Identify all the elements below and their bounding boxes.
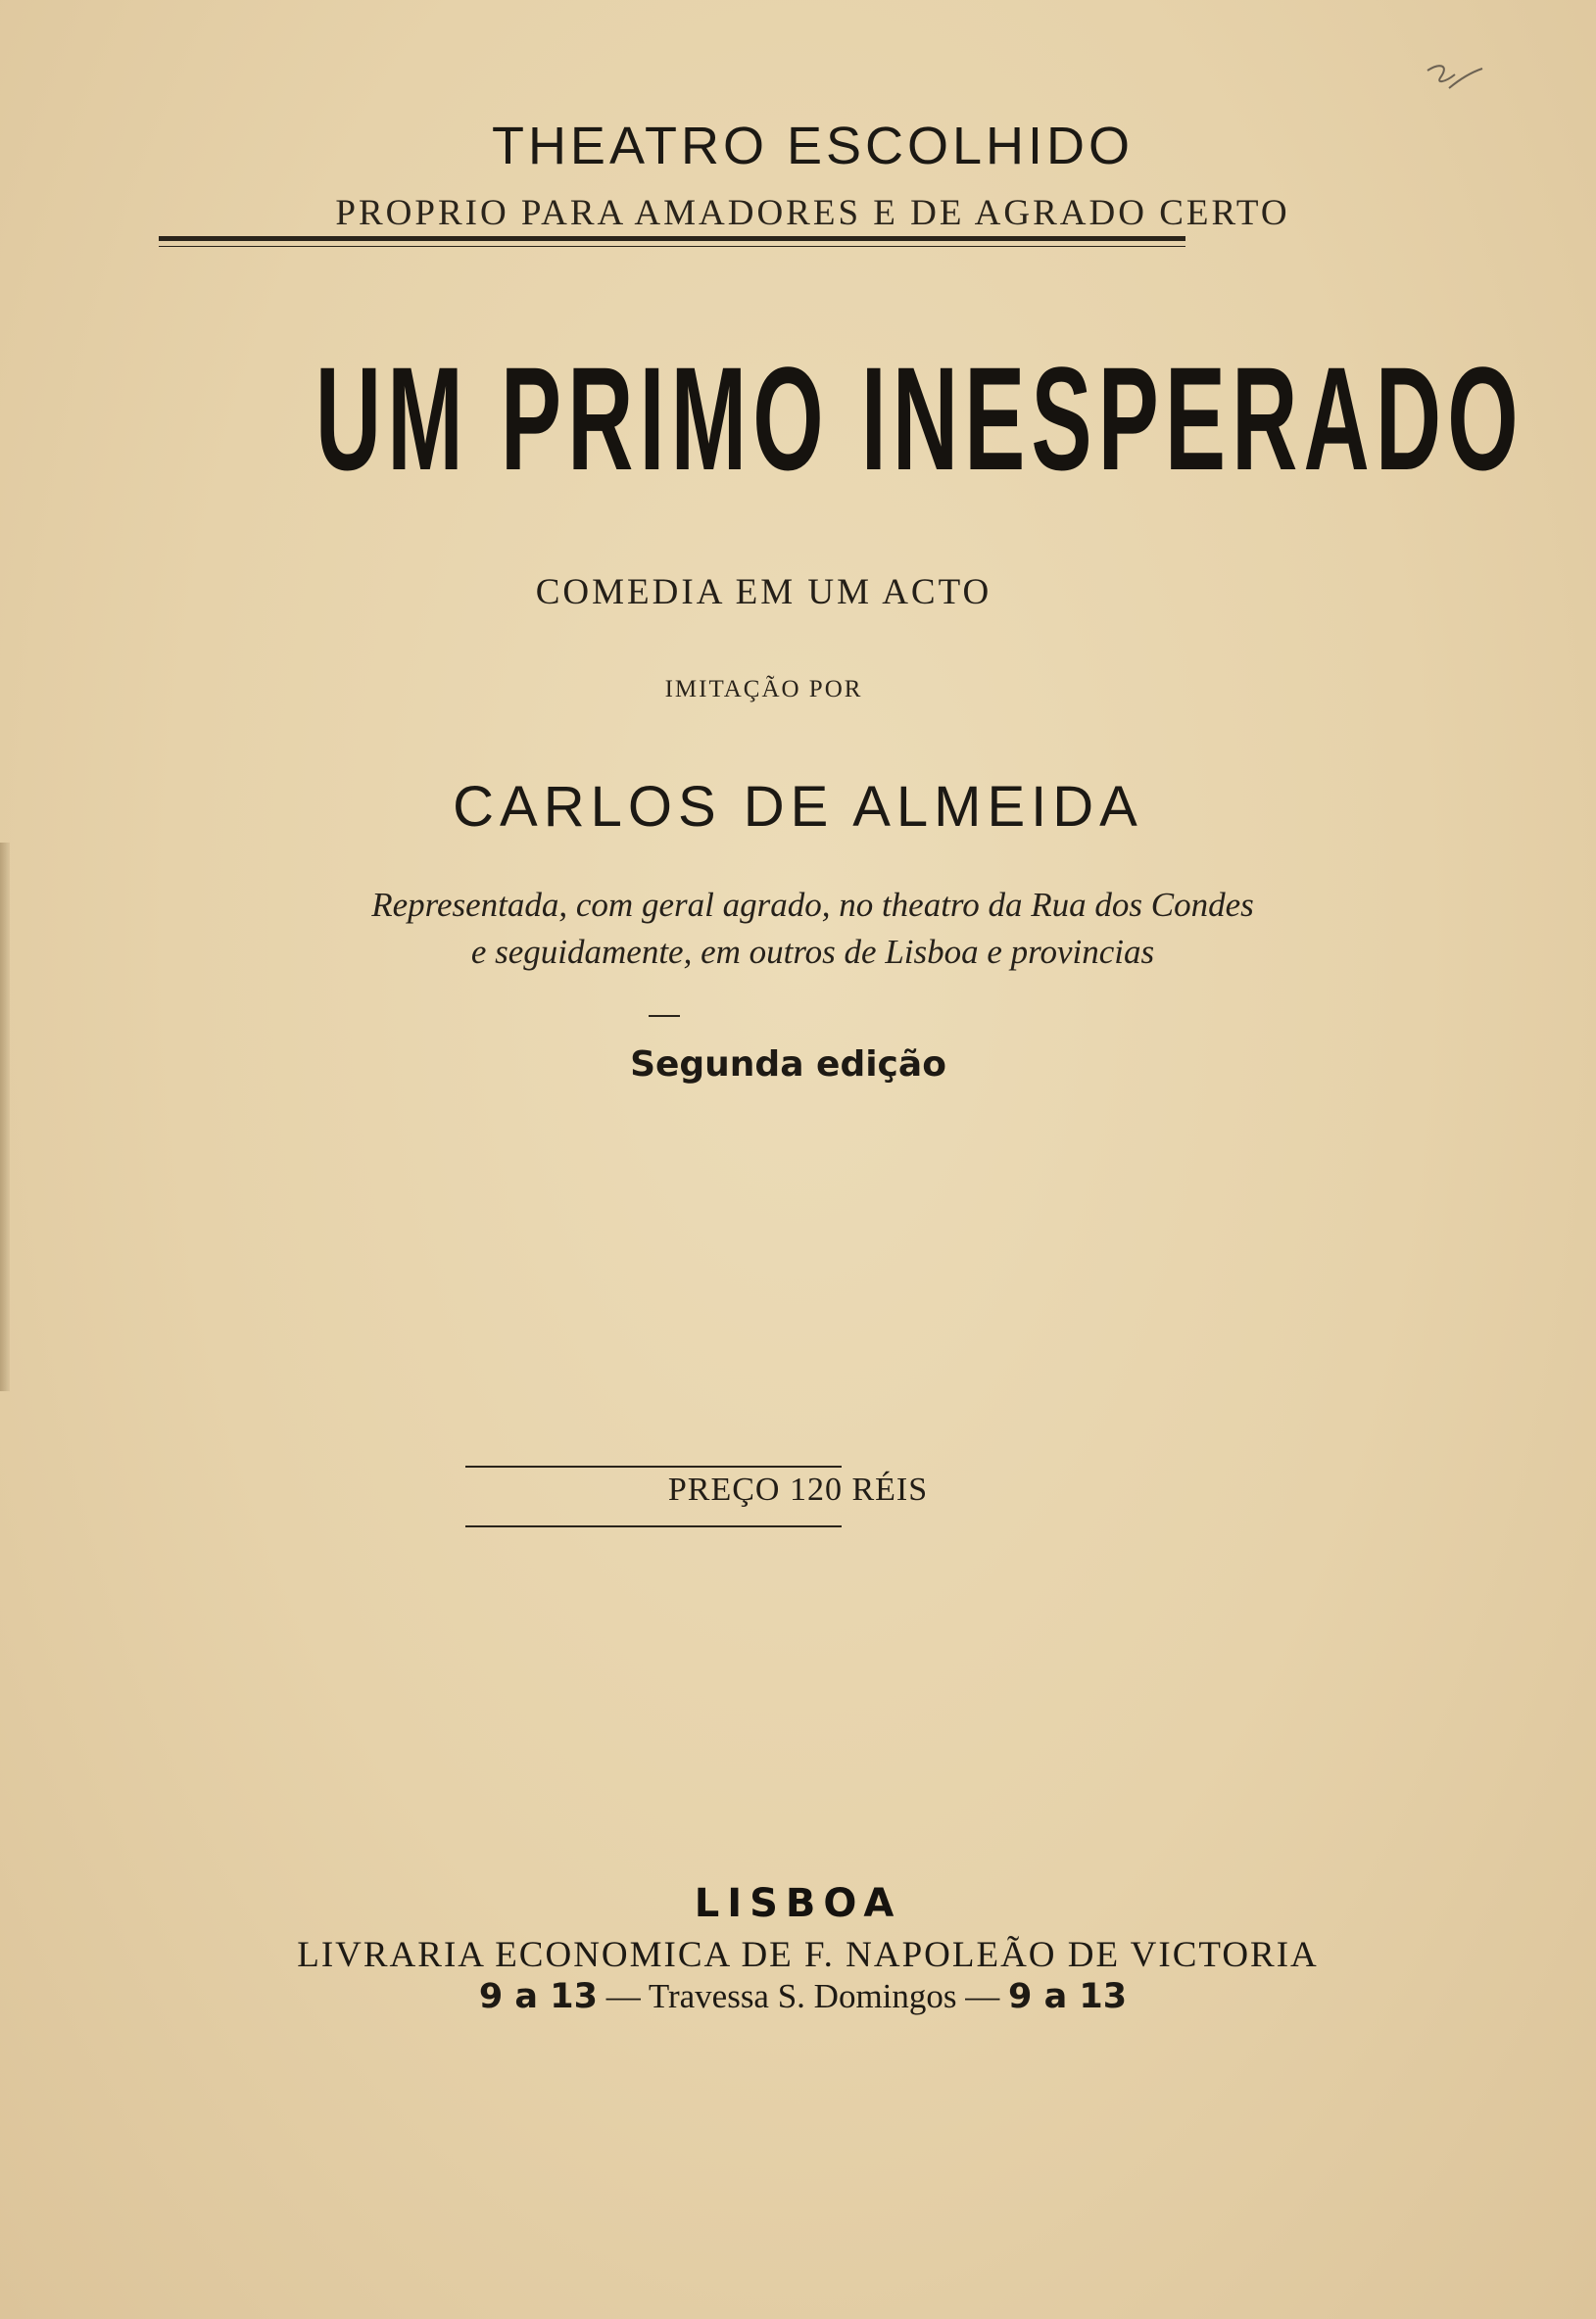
handwritten-mark [1420, 59, 1488, 98]
performance-note [0, 882, 1596, 976]
performance-note-line2: e seguidamente, em outros de Lisboa e provincias [470, 933, 1155, 971]
address-number-left: 9 a 13 [478, 1977, 598, 2016]
edition-label: Segunda edição [630, 1044, 946, 1085]
imprint-address [0, 1977, 1596, 2016]
header-rule-thick [159, 236, 1185, 241]
series-title: THEATRO ESCOLHIDO [491, 117, 1135, 175]
header-rule-thin [159, 246, 1185, 247]
address-number-right: 9 a 13 [1008, 1977, 1128, 2016]
separator-dash [649, 1015, 680, 1017]
book-subtitle: COMEDIA EM UM ACTO [535, 572, 992, 612]
price-rule-bottom [465, 1525, 842, 1527]
performance-note-line1: Representada, com geral agrado, no theatro da Rua dos Condes [371, 886, 1254, 924]
imprint-city: LISBOA [694, 1881, 902, 1926]
price-label: PREÇO 120 RÉIS [667, 1472, 929, 1508]
imitation-label: IMITAÇÃO POR [664, 676, 863, 702]
book-title: UM PRIMO INESPERADO [314, 336, 1524, 501]
address-street: — Travessa S. Domingos — [597, 1977, 1009, 2015]
price-rule-top [465, 1466, 842, 1468]
series-subtitle: PROPRIO PARA AMADORES E DE AGRADO CERTO [335, 193, 1290, 233]
imprint-publisher: LIVRARIA ECONOMICA DE F. NAPOLEÃO DE VICTORIA [297, 1935, 1319, 1975]
author-name: CARLOS DE ALMEIDA [453, 775, 1143, 839]
